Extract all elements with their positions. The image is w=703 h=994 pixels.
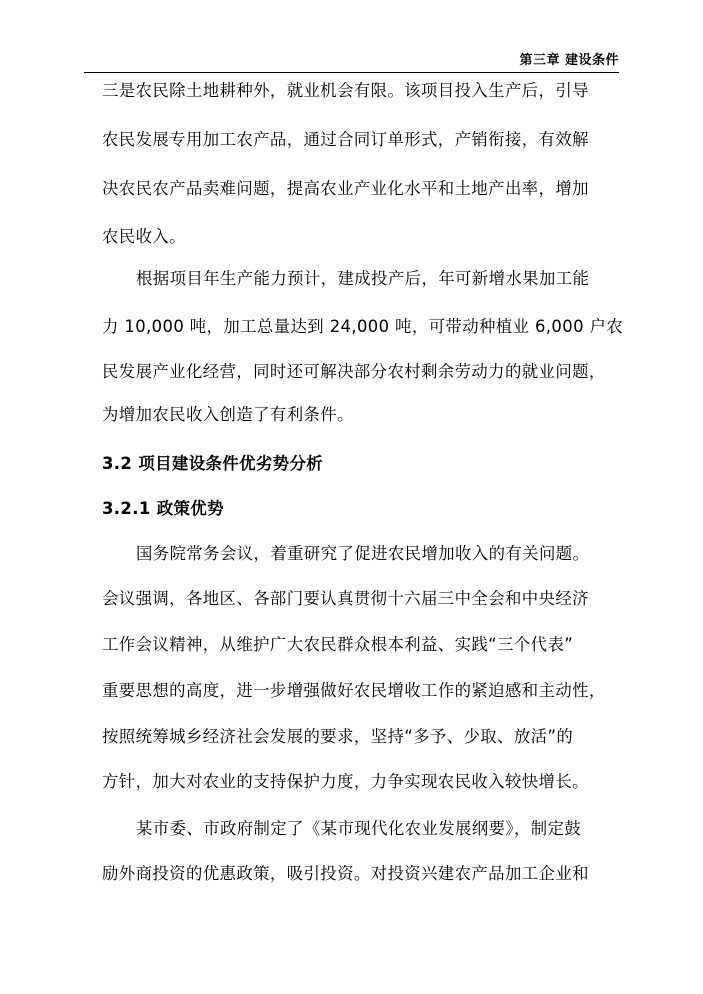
chapter-title: 第三章 建设条件 xyxy=(519,53,619,68)
text-line: 决农民农产品卖难问题，提高农业产业化水平和土地产出率，增加 xyxy=(102,179,589,198)
text-line: 会议强调，各地区、各部门要认真贯彻十六届三中全会和中央经济 xyxy=(102,589,589,608)
text-line: 根据项目年生产能力预计，建成投产后，年可新增水果加工能 xyxy=(136,269,590,288)
text-line: 励外商投资的优惠政策，吸引投资。对投资兴建农产品加工企业和 xyxy=(102,864,589,883)
text-line: 方针，加大对农业的支持保护力度，力争实现农民收入较快增长。 xyxy=(102,772,589,791)
text-line: 民发展产业化经营，同时还可解决部分农村剩余劳动力的就业问题， xyxy=(102,362,606,381)
text-line: 工作会议精神，从维护广大农民群众根本利益、实践“三个代表” xyxy=(102,635,574,654)
text-line: 为增加农民收入创造了有利条件。 xyxy=(102,405,354,424)
header-divider xyxy=(84,72,619,73)
text-line: 按照统筹城乡经济社会发展的要求，坚持“多予、少取、放活”的 xyxy=(102,727,574,746)
text-line: 农民发展专用加工农产品，通过合同订单形式，产销衔接，有效解 xyxy=(102,130,589,149)
text-line: 力 10,000 吨，加工总量达到 24,000 吨，可带动种植业 6,000 户农 xyxy=(102,317,624,336)
text-line: 农民收入。 xyxy=(102,227,186,246)
text-line: 三是农民除土地耕种外，就业机会有限。该项目投入生产后，引导 xyxy=(102,81,589,100)
text-line: 重要思想的高度，进一步增强做好农民增收工作的紧迫感和主动性， xyxy=(102,681,606,700)
text-line: 国务院常务会议，着重研究了促进农民增加收入的有关问题。 xyxy=(136,544,590,563)
text-line: 某市委、市政府制定了《某市现代化农业发展纲要》，制定鼓 xyxy=(136,819,582,838)
section-heading: 3.2 项目建设条件优劣势分析 xyxy=(102,454,324,473)
subsection-heading: 3.2.1 政策优势 xyxy=(102,499,224,518)
